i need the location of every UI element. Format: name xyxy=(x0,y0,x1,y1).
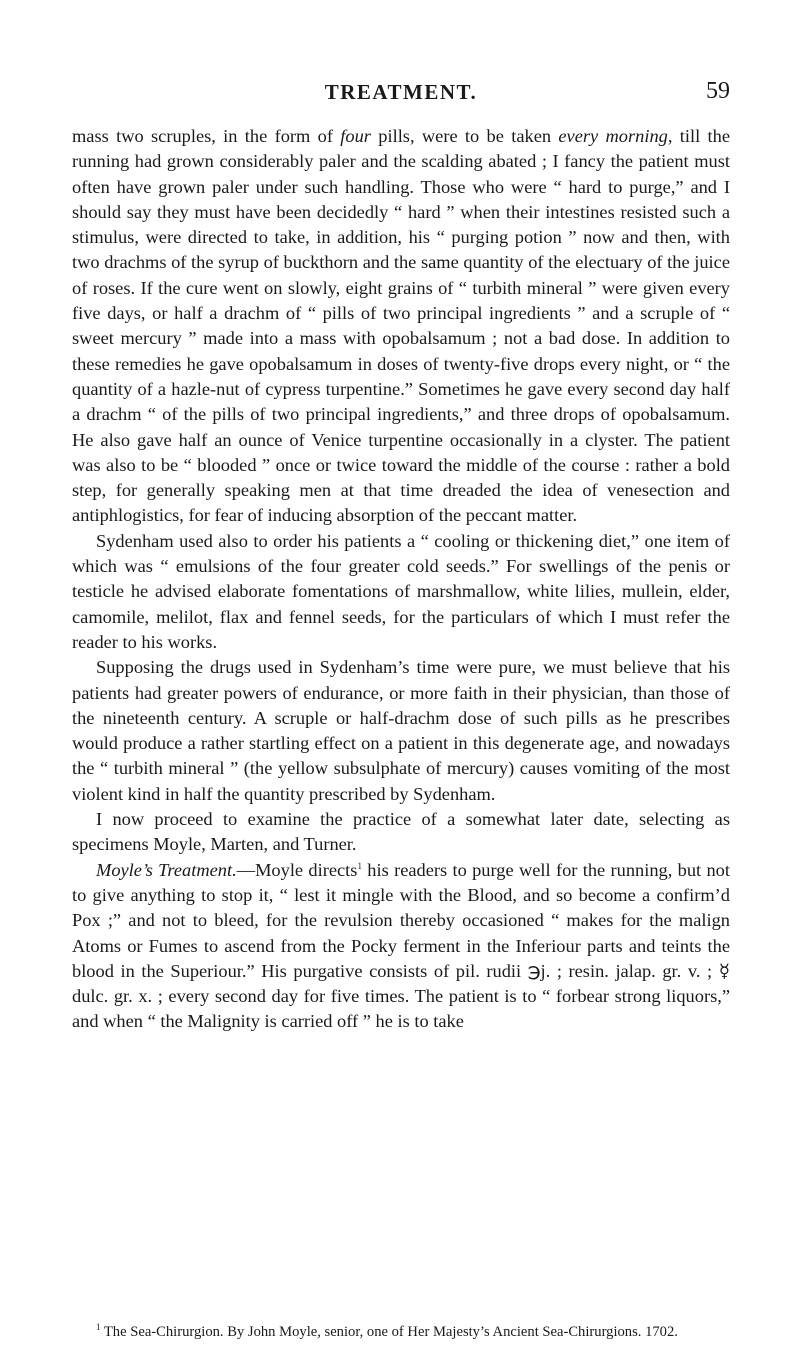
italic-text: Moyle’s Treatment. xyxy=(96,859,237,880)
paragraph xyxy=(72,858,730,1035)
paragraph-text: Supposing the drugs used in Sydenham’s time were pure, we must believe that his patients had greater powers of endurance, or more faith in their physician, than those of the nineteenth century. A scruple or half-drachm dose of such pills as he prescribes would produce a rather startling effect on a patient in this degenerate age, and nowadays the “ turbith mineral ” (the yellow subsulphate of mercury) causes vomiting of the most violent kind in half the quantity prescribed by Sydenham. xyxy=(72,657,730,804)
paragraph xyxy=(72,124,730,529)
italic-text: four xyxy=(340,126,371,146)
body-text xyxy=(72,124,730,1035)
paragraph-text: I now proceed to examine the practice of a somewhat later date, selecting as specimens Moyle, Marten, and Turner. xyxy=(72,809,730,855)
footnote-text: The Sea-Chirurgion. By John Moyle, senior, one of Her Majesty’s Ancient Sea-Chirurgions. 1702. xyxy=(100,1324,678,1340)
paragraph-text: mass two scruples, in the form of xyxy=(72,126,341,146)
page-header xyxy=(72,80,730,110)
footnote-reference: 1 xyxy=(357,860,362,871)
footnote xyxy=(72,1322,730,1342)
paragraph xyxy=(72,655,730,807)
paragraph-text: till the running had grown considerably paler and the scalding abated ; I fancy the patient must often have grown paler under such handling. Those who were “ hard to purge,” and I should say they must have been decidedly “ hard ” when their intestines resisted such a stimulus, were directed to take, in addition, his “ purging potion ” now and then, with two drachms of the syrup of buckthorn and the same quantity of the electuary of the juice of roses. If the cure went on slowly, eight grains of “ turbith mineral ” were given every five days, or half a drachm of “ pills of two principal ingredients ” and a scruple of “ sweet mercury ” made into a mass with opobalsamum ; not a bad dose. In addition to these remedies he gave opobalsamum in doses of twenty-five drops every night, or “ the quantity of a hazle-nut of cypress turpentine.” Sometimes he gave every second day half a drachm “ of the pills of two principal ingredients,” and three drops of opobalsamum. He also gave half an ounce of Venice turpentine occasionally in a clyster. The patient was also to be “ blooded ” once or twice toward the middle of the course : rather a bold step, for generally speaking men at that time dreaded the idea of venesection and antiphlogistics, for fear of inducing absorption of the peccant matter. xyxy=(72,126,730,526)
paragraph-text: pills, were to be taken xyxy=(370,126,559,146)
footnote-marker: 1 xyxy=(96,1322,101,1333)
paragraph-text: Sydenham used also to order his patients a “ cooling or thickening diet,” one item of which was “ emulsions of the four greater cold seeds.” For swellings of the penis or testicle he advised elaborate fomentations of marshmallow, white lilies, mullein, elder, camomile, melilot, flax and fennel seeds, for the particulars of which I must refer the reader to his works. xyxy=(72,530,730,652)
paragraph-text: —Moyle directs xyxy=(236,859,358,880)
running-head: TREATMENT. xyxy=(324,80,478,104)
paragraph xyxy=(72,529,730,655)
italic-text: every morning, xyxy=(558,126,673,146)
page-number: 59 xyxy=(706,78,730,104)
paragraph-text: his readers to purge well for the running, but not to give anything to stop it, “ lest it mingle with the Blood, and so become a confirm’d Pox ;” and not to bleed, for the revulsion thereby occasioned “ makes for the malign Atoms or Fumes to ascend from the Pocky ferment in the Inferiour parts and teints the blood in the Superiour.” His purgative consists of pil. rudii ℈j. ; resin. jalap. gr. v. ; ☿ dulc. gr. x. ; every second day for five times. The patient is to “ forbear strong liquors,” and when “ the Malignity is carried off ” he is to take xyxy=(72,859,730,1032)
paragraph xyxy=(72,807,730,858)
